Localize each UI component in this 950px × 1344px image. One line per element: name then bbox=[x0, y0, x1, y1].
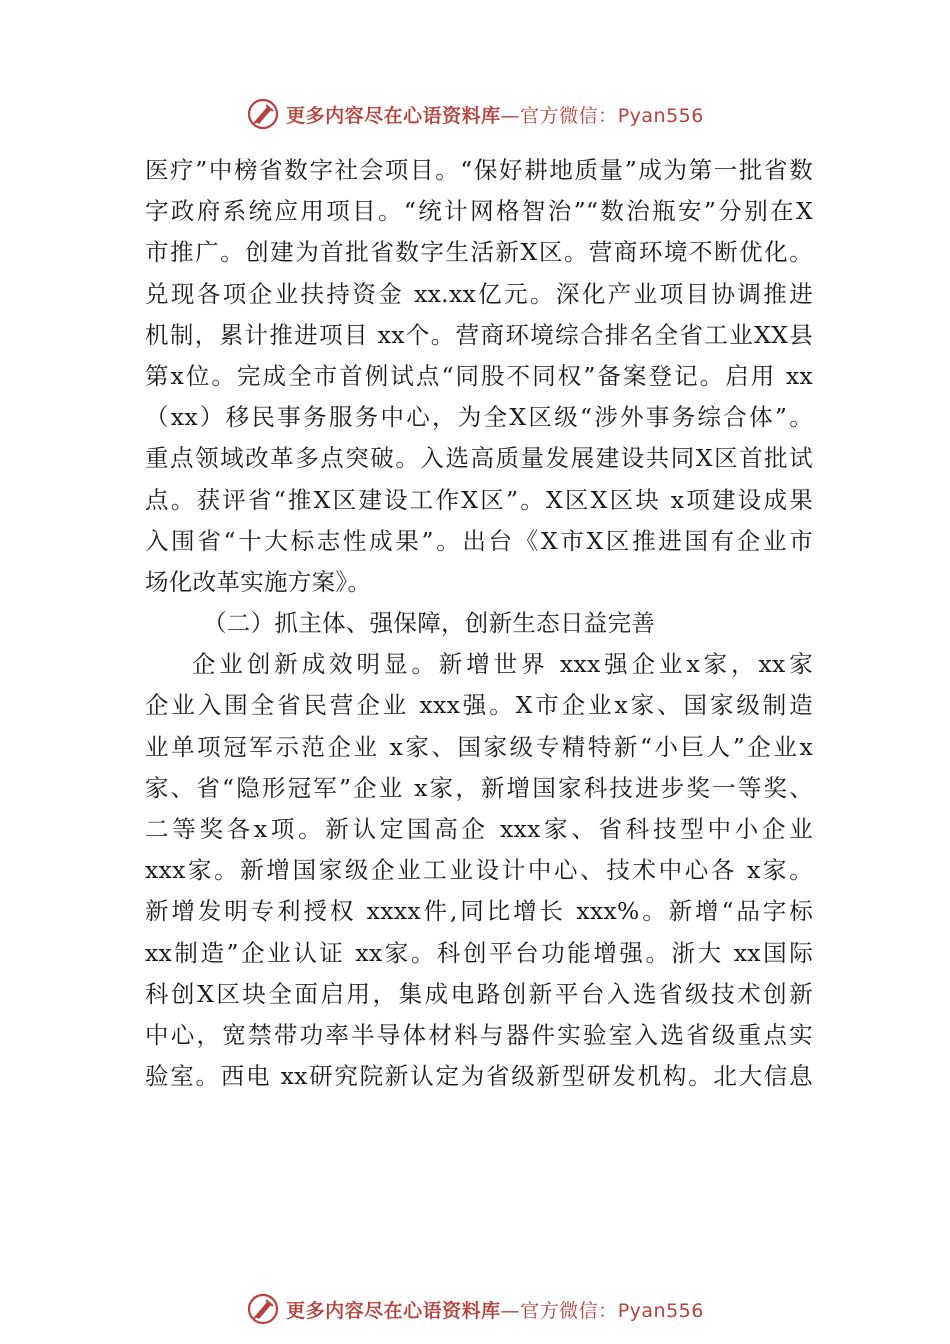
text-line: 第x位。完成全市首例试点“同股不同权”备案登记。启用 xx bbox=[145, 361, 813, 390]
brand-logo-icon bbox=[246, 97, 280, 131]
text-line: xxx家。新增国家级企业工业设计中心、技术中心各 x家。 bbox=[145, 856, 813, 885]
document-body bbox=[145, 150, 813, 1097]
header-wechat-label: 官方微信： bbox=[520, 104, 618, 127]
text-line: 验室。西电 xx研究院新认定为省级新型研发机构。北大信息 bbox=[145, 1062, 813, 1091]
text-line: 点。获评省“推X区建设工作X区”。X区X区块 x项建设成果 bbox=[145, 485, 813, 514]
text-line: 入围省“十大标志性成果”。出台《X市X区推进国有企业市 bbox=[145, 526, 813, 555]
footer-brand: 更多内容尽在心语资料库 bbox=[286, 1299, 501, 1322]
footer-dash: — bbox=[500, 1299, 521, 1322]
text-line: 家、省“隐形冠军”企业 x家，新增国家科技进步奖一等奖、 bbox=[145, 773, 813, 802]
brand-logo-icon bbox=[246, 1292, 280, 1326]
header-dash: — bbox=[500, 104, 521, 127]
text-line: 企业入围全省民营企业 xxx强。X市企业x家、国家级制造 bbox=[145, 691, 813, 720]
text-line: 科创X区块全面启用，集成电路创新平台入选省级技术创新 bbox=[145, 979, 813, 1008]
section-heading: （二）抓主体、强保障，创新生态日益完善 bbox=[203, 609, 656, 638]
text-line: 市推广。创建为首批省数字生活新X区。营商环境不断优化。 bbox=[145, 238, 813, 267]
text-line: 字政府系统应用项目。“统计网格智治”“数治瓶安”分别在X bbox=[145, 197, 813, 226]
header-banner bbox=[0, 94, 950, 134]
footer-banner-text bbox=[286, 1296, 704, 1323]
text-line: 业单项冠军示范企业 x家、国家级专精特新“小巨人”企业x bbox=[145, 732, 813, 761]
text-line: 兑现各项企业扶持资金 xx.xx亿元。深化产业项目协调推进 bbox=[145, 279, 813, 308]
text-line: （xx）移民事务服务中心，为全X区级“涉外事务综合体”。 bbox=[145, 403, 813, 432]
text-line: xx制造”企业认证 xx家。科创平台功能增强。浙大 xx国际 bbox=[145, 938, 813, 967]
text-line: 二等奖各x项。新认定国高企 xxx家、省科技型中小企业 bbox=[145, 815, 813, 843]
footer-wechat-label: 官方微信： bbox=[520, 1299, 618, 1322]
header-wechat-id: Pyan556 bbox=[617, 104, 704, 127]
footer-banner bbox=[0, 1289, 950, 1329]
header-brand: 更多内容尽在心语资料库 bbox=[286, 104, 501, 127]
footer-wechat-id: Pyan556 bbox=[617, 1299, 704, 1322]
header-banner-text bbox=[286, 101, 704, 128]
text-line: 场化改革实施方案》。 bbox=[145, 567, 372, 596]
text-line: 中心，宽禁带功率半导体材料与器件实验室入选省级重点实 bbox=[145, 1020, 813, 1049]
text-line: 新增发明专利授权 xxxx件,同比增长 xxx%。新增“品字标 bbox=[145, 897, 813, 926]
text-line: 企业创新成效明显。新增世界 xxx强企业x家，xx家 bbox=[192, 650, 813, 679]
text-line: 医疗”中榜省数字社会项目。“保好耕地质量”成为第一批省数 bbox=[145, 156, 813, 184]
text-line: 机制，累计推进项目 xx个。营商环境综合排名全省工业XX县 bbox=[145, 320, 813, 349]
text-line: 重点领域改革多点突破。入选高质量发展建设共同X区首批试 bbox=[145, 444, 813, 473]
